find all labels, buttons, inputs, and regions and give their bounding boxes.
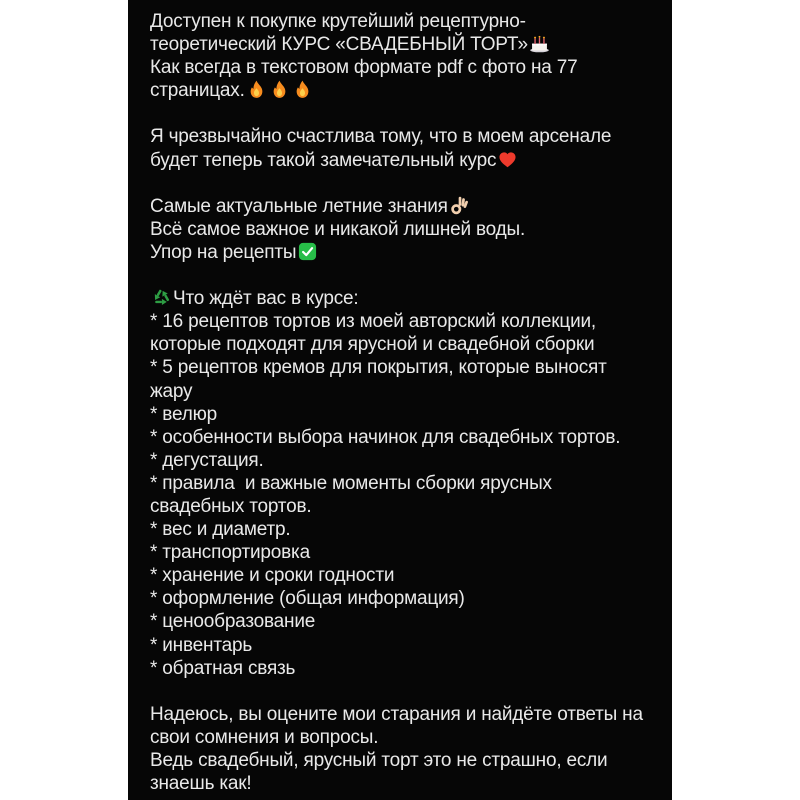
text-line	[150, 356, 650, 379]
paragraph	[150, 703, 650, 795]
line-text: Доступен к покупке крутейший рецептурно-	[150, 11, 526, 32]
fire-emoji	[269, 79, 290, 100]
text-line	[150, 495, 650, 518]
line-text: * правила и важные моменты сборки ярусных	[150, 472, 552, 494]
paragraph	[150, 287, 650, 680]
line-text: * хранение и сроки годности	[150, 565, 395, 587]
line-text: * оформление (общая информация)	[150, 588, 465, 610]
recycle-emoji	[151, 287, 172, 308]
line-text: Всё самое важное и никакой лишней воды.	[150, 218, 526, 240]
text-line	[150, 10, 650, 33]
text-line	[150, 657, 650, 680]
line-text: страницах.	[150, 80, 245, 102]
line-text: Я чрезвычайно счастлива тому, что в моем арсенале	[150, 126, 612, 148]
text-line	[150, 703, 650, 726]
text-line	[150, 125, 650, 148]
line-text: * вес и диаметр.	[150, 519, 291, 541]
post-body	[128, 0, 672, 800]
text-line	[150, 772, 650, 795]
line-text: свадебных тортов.	[150, 495, 312, 517]
line-text: теоретический КУРС «СВАДЕБНЫЙ ТОРТ»	[150, 34, 528, 56]
line-text: Что ждёт вас в курсе:	[173, 288, 359, 310]
text-line	[150, 472, 650, 495]
line-text: * дегустация.	[150, 449, 264, 471]
line-text: Надеюсь, вы оцените мои старания и найдёте ответы на	[150, 703, 643, 725]
line-text: Упор на рецепты	[150, 241, 297, 263]
text-line	[150, 287, 650, 310]
text-line	[150, 587, 650, 610]
ok-hand-emoji	[449, 195, 470, 216]
line-text: свои сомнения и вопросы.	[150, 726, 379, 748]
fire-emoji	[246, 79, 267, 100]
text-line	[150, 610, 650, 633]
text-line	[150, 79, 650, 102]
paragraph	[150, 10, 650, 102]
text-line	[150, 564, 650, 587]
text-line	[150, 56, 650, 79]
text-line	[150, 426, 650, 449]
text-line	[150, 541, 650, 564]
check-mark-emoji	[297, 241, 318, 262]
line-text: * 5 рецептов кремов для покрытия, которые выносят	[150, 357, 607, 379]
paragraph	[150, 125, 650, 171]
line-text: будет теперь такой замечательный курс	[150, 149, 497, 171]
line-text: * 16 рецептов тортов из моей авторский коллекции,	[150, 311, 596, 333]
birthday-cake-emoji	[529, 33, 550, 54]
text-line	[150, 218, 650, 241]
line-text: * особенности выбора начинок для свадебных тортов.	[150, 426, 621, 448]
line-text: * инвентарь	[150, 634, 253, 656]
text-line	[150, 726, 650, 749]
line-text: жару	[150, 380, 193, 402]
text-line	[150, 241, 650, 264]
line-text: * обратная связь	[150, 657, 296, 679]
line-text: * велюр	[150, 403, 217, 425]
paragraph	[150, 195, 650, 264]
text-line	[150, 634, 650, 657]
text-line	[150, 749, 650, 772]
red-heart-emoji	[497, 149, 518, 170]
text-line	[150, 333, 650, 356]
text-line	[150, 195, 650, 218]
text-line	[150, 149, 650, 172]
text-line	[150, 403, 650, 426]
fire-emoji	[292, 79, 313, 100]
text-line	[150, 518, 650, 541]
line-text: знаешь как!	[150, 773, 252, 795]
line-text: которые подходят для ярусной и свадебной сборки	[150, 334, 595, 356]
text-line	[150, 380, 650, 403]
text-line	[150, 310, 650, 333]
text-line	[150, 449, 650, 472]
text-line	[150, 33, 650, 56]
line-text: Как всегда в текстовом формате pdf с фото на 77	[150, 57, 578, 79]
line-text: Самые актуальные летние знания	[150, 195, 448, 217]
line-text: * транспортировка	[150, 542, 310, 564]
line-text: * ценообразование	[150, 611, 316, 633]
line-text: Ведь свадебный, ярусный торт это не страшно, если	[150, 750, 608, 771]
